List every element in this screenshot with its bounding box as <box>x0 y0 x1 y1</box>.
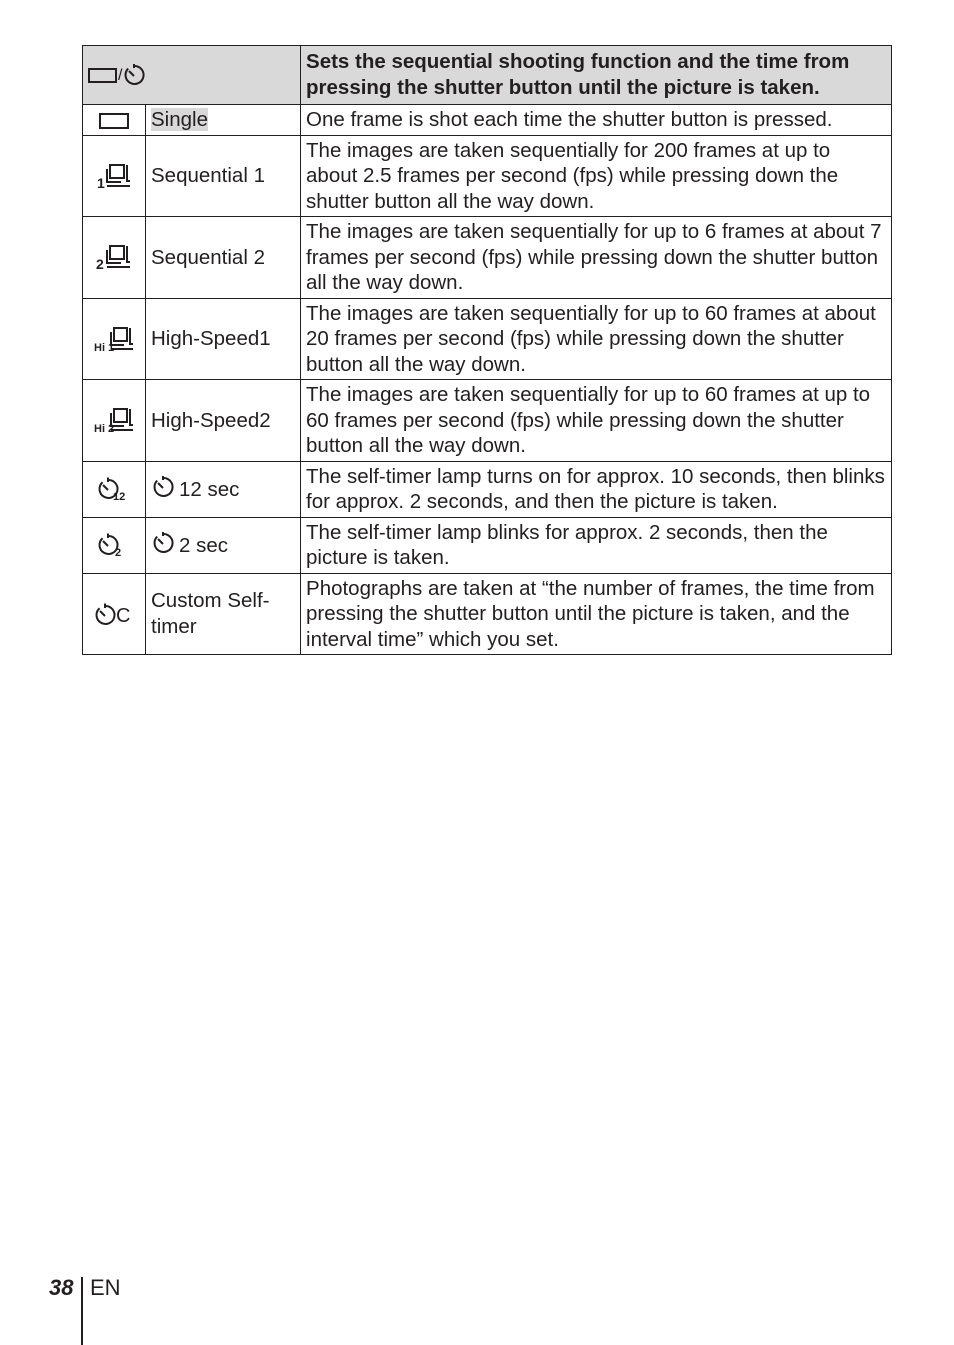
row-name-label: 12 sec <box>179 478 240 502</box>
row-icon-cell <box>83 105 146 136</box>
self-timer-icon <box>151 475 175 499</box>
sequential-1-icon <box>96 162 132 190</box>
icon-separator: / <box>118 66 123 84</box>
row-description: The images are taken sequentially for up to 60 frames at about 20 frames per second (fps) while pressing down the shutter button all the way down. <box>301 298 892 380</box>
table-row[interactable] <box>83 217 892 299</box>
row-description: Photographs are taken at “the number of frames, the time from pressing the shutter button until the picture is taken, and the interval time” which you set. <box>301 573 892 655</box>
header-description: Sets the sequential shooting function and the time from pressing the shutter button until the picture is taken. <box>301 46 892 105</box>
row-icon-cell <box>83 461 146 517</box>
row-icon-cell <box>83 298 146 380</box>
table-row[interactable] <box>83 517 892 573</box>
single-frame-icon <box>98 111 130 131</box>
row-name <box>146 105 301 136</box>
header-icon-cell <box>83 46 301 105</box>
svg-text:C: C <box>116 605 131 628</box>
row-name: Sequential 2 <box>146 217 301 299</box>
row-icon-cell <box>83 135 146 217</box>
table-row[interactable] <box>83 298 892 380</box>
row-description: The images are taken sequentially for up to 60 frames at up to 60 frames per second (fps) while pressing down the shutter button all the way down. <box>301 380 892 462</box>
row-name <box>146 461 301 517</box>
row-description: The images are taken sequentially for 200 frames at up to about 2.5 frames per second (fps) while pressing down the shutter button all the way down. <box>301 135 892 217</box>
row-name: Custom Self-timer <box>146 573 301 655</box>
sequential-2-icon <box>96 243 132 271</box>
table-row[interactable] <box>83 380 892 462</box>
svg-text:Hi 1: Hi 1 <box>94 341 115 353</box>
page-number: 38 <box>49 1275 74 1300</box>
svg-text:2: 2 <box>115 547 122 559</box>
language-label: EN <box>90 1275 121 1300</box>
footer-divider <box>81 1277 83 1345</box>
svg-text:1: 1 <box>97 174 105 190</box>
row-description: The images are taken sequentially for up to 6 frames at about 7 frames per second (fps) while pressing down the shutter button all the way down. <box>301 217 892 299</box>
table-row[interactable] <box>83 105 892 136</box>
row-icon-cell <box>83 517 146 573</box>
row-name: High-Speed1 <box>146 298 301 380</box>
high-speed-2-icon <box>94 406 134 434</box>
row-description: The self-timer lamp blinks for approx. 2 seconds, then the picture is taken. <box>301 517 892 573</box>
svg-text:12: 12 <box>113 491 126 503</box>
row-icon-cell <box>83 380 146 462</box>
row-description: One frame is shot each time the shutter button is pressed. <box>301 105 892 136</box>
table-row[interactable] <box>83 135 892 217</box>
self-timer-12-icon <box>97 476 131 502</box>
table-row[interactable] <box>83 461 892 517</box>
row-name <box>146 517 301 573</box>
row-icon-cell <box>83 573 146 655</box>
svg-text:2: 2 <box>96 256 104 272</box>
self-timer-2-icon <box>97 532 131 558</box>
table-row[interactable] <box>83 573 892 655</box>
self-timer-custom-icon <box>94 601 134 627</box>
row-name-label: 2 sec <box>179 534 228 558</box>
row-name-highlight: Single <box>151 108 208 131</box>
drive-mode-table <box>82 45 892 655</box>
self-timer-icon <box>122 63 146 87</box>
self-timer-icon <box>151 531 175 555</box>
table-header-row <box>83 46 892 105</box>
row-icon-cell <box>83 217 146 299</box>
high-speed-1-icon <box>94 325 134 353</box>
row-name: High-Speed2 <box>146 380 301 462</box>
row-name: Sequential 1 <box>146 135 301 217</box>
svg-text:Hi 2: Hi 2 <box>94 423 115 435</box>
single-frame-icon <box>88 66 118 84</box>
row-description: The self-timer lamp turns on for approx. 10 seconds, then blinks for approx. 2 seconds, and then the picture is taken. <box>301 461 892 517</box>
